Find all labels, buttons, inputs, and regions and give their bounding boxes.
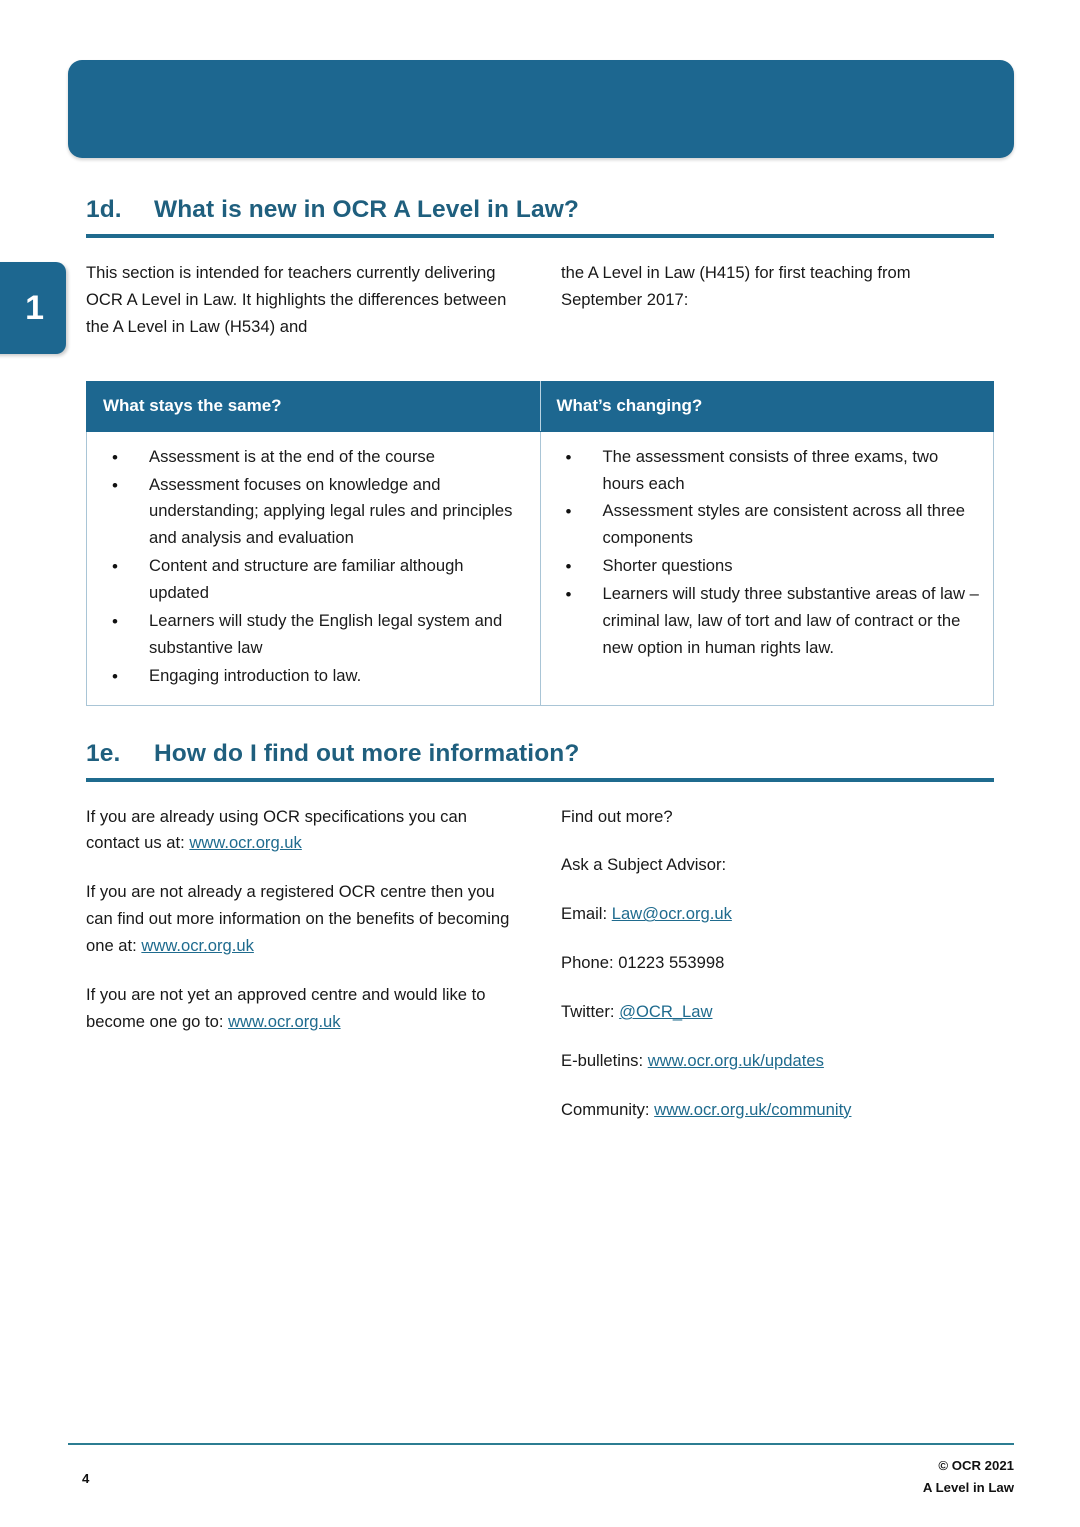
doc-link[interactable]: www.ocr.org.uk [141, 936, 254, 955]
table-cell-whats-changing [540, 431, 994, 705]
footer-imprint [923, 1455, 1014, 1500]
paragraph: E-bulletins: www.ocr.org.uk/updates [561, 1050, 824, 1070]
footer-rule [68, 1443, 1014, 1445]
list-item: • The assessment consists of three exams, two hours each [603, 444, 980, 498]
doc-link[interactable]: Law@ocr.org.uk [611, 904, 732, 924]
comparison-table [86, 381, 994, 706]
list-item: • Assessment styles are consistent across all three components [603, 498, 980, 552]
table-header-row [87, 381, 994, 431]
page-footer [68, 1455, 1014, 1500]
doc-link[interactable]: www.ocr.org.uk [228, 1011, 341, 1031]
intro-column-left [86, 260, 519, 341]
intro-column-right [561, 260, 994, 341]
contact-column-left [86, 804, 519, 1124]
list-item: • Shorter questions [603, 553, 980, 580]
doc-link[interactable]: www.ocr.org.uk/updates [647, 1050, 824, 1070]
list-item: • Engaging introduction to law. [149, 663, 526, 690]
section-number-1d: 1d. [86, 196, 122, 223]
section-title-1d: What is new in OCR A Level in Law? [154, 196, 579, 223]
paragraph: If you are not yet an approved centre and would like to become one go to: www.ocr.org.uk [86, 984, 486, 1031]
contact-column-right [561, 804, 994, 1124]
section-number-1e: 1e. [86, 739, 121, 767]
footer-page-number: 4 [82, 1471, 90, 1486]
spacer-top [86, 0, 994, 196]
footer-copyright: © OCR 2021 [938, 1458, 1014, 1473]
list-item: • Assessment is at the end of the course [149, 444, 526, 471]
table-header-whats-changing: What’s changing? [540, 381, 994, 431]
spacer-before-table [86, 341, 994, 381]
list-item: • Learners will study three substantive areas of law – criminal law, law of tort and law of contract or the new option in human rights law. [603, 581, 980, 662]
footer-qualification: A Level in Law [922, 1480, 1014, 1496]
chapter-number-tab [0, 262, 66, 354]
section-heading-1d [86, 196, 994, 224]
intro-text-right: the A Level in Law (H415) for first teaching from September 2017: [561, 263, 911, 309]
paragraph: If you are already using OCR specifications you can contact us at: www.ocr.org.uk [86, 806, 467, 853]
paragraph: If you are not already a registered OCR centre then you can find out more information on the benefits of becoming one at: www.ocr.org.uk [86, 882, 510, 955]
doc-link[interactable]: www.ocr.org.uk/community [654, 1099, 852, 1119]
paragraph: Twitter: @OCR_Law [561, 1002, 713, 1021]
chapter-number-label: 1 [25, 289, 44, 327]
list-item: • Learners will study the English legal system and substantive law [149, 608, 526, 662]
list-what-stays-the-same [97, 444, 526, 690]
table-header-what-stays-the-same: What stays the same? [87, 381, 541, 431]
paragraph: Find out more? [561, 806, 673, 826]
intro-text-left: This section is intended for teachers currently delivering OCR A Level in Law. It highlights the differences between the A Level in Law (H534) and [86, 263, 507, 336]
doc-link[interactable]: @OCR_Law [619, 1002, 713, 1021]
spacer-1e-body [86, 782, 994, 804]
paragraph: Community: www.ocr.org.uk/community [561, 1099, 852, 1119]
doc-link[interactable]: www.ocr.org.uk [189, 833, 302, 853]
list-whats-changing [551, 444, 980, 662]
paragraph: Email: Law@ocr.org.uk [561, 904, 732, 924]
section-1d-intro [86, 260, 994, 341]
section-title-1e: How do I find out more information? [154, 739, 580, 767]
page-content [86, 0, 994, 1124]
spacer-1d-intro [86, 238, 994, 260]
section-1e-body [86, 804, 994, 1124]
section-heading-1e [86, 740, 994, 768]
table-cell-what-stays-the-same [87, 431, 541, 705]
list-item: • Content and structure are familiar although updated [149, 553, 526, 607]
spacer-before-1e [86, 706, 994, 740]
paragraph: Phone: 01223 553998 [561, 953, 725, 973]
table-row [87, 431, 994, 705]
list-item: • Assessment focuses on knowledge and understanding; applying legal rules and principles and analysis and evaluation [149, 472, 526, 553]
paragraph: Ask a Subject Advisor: [561, 855, 727, 875]
